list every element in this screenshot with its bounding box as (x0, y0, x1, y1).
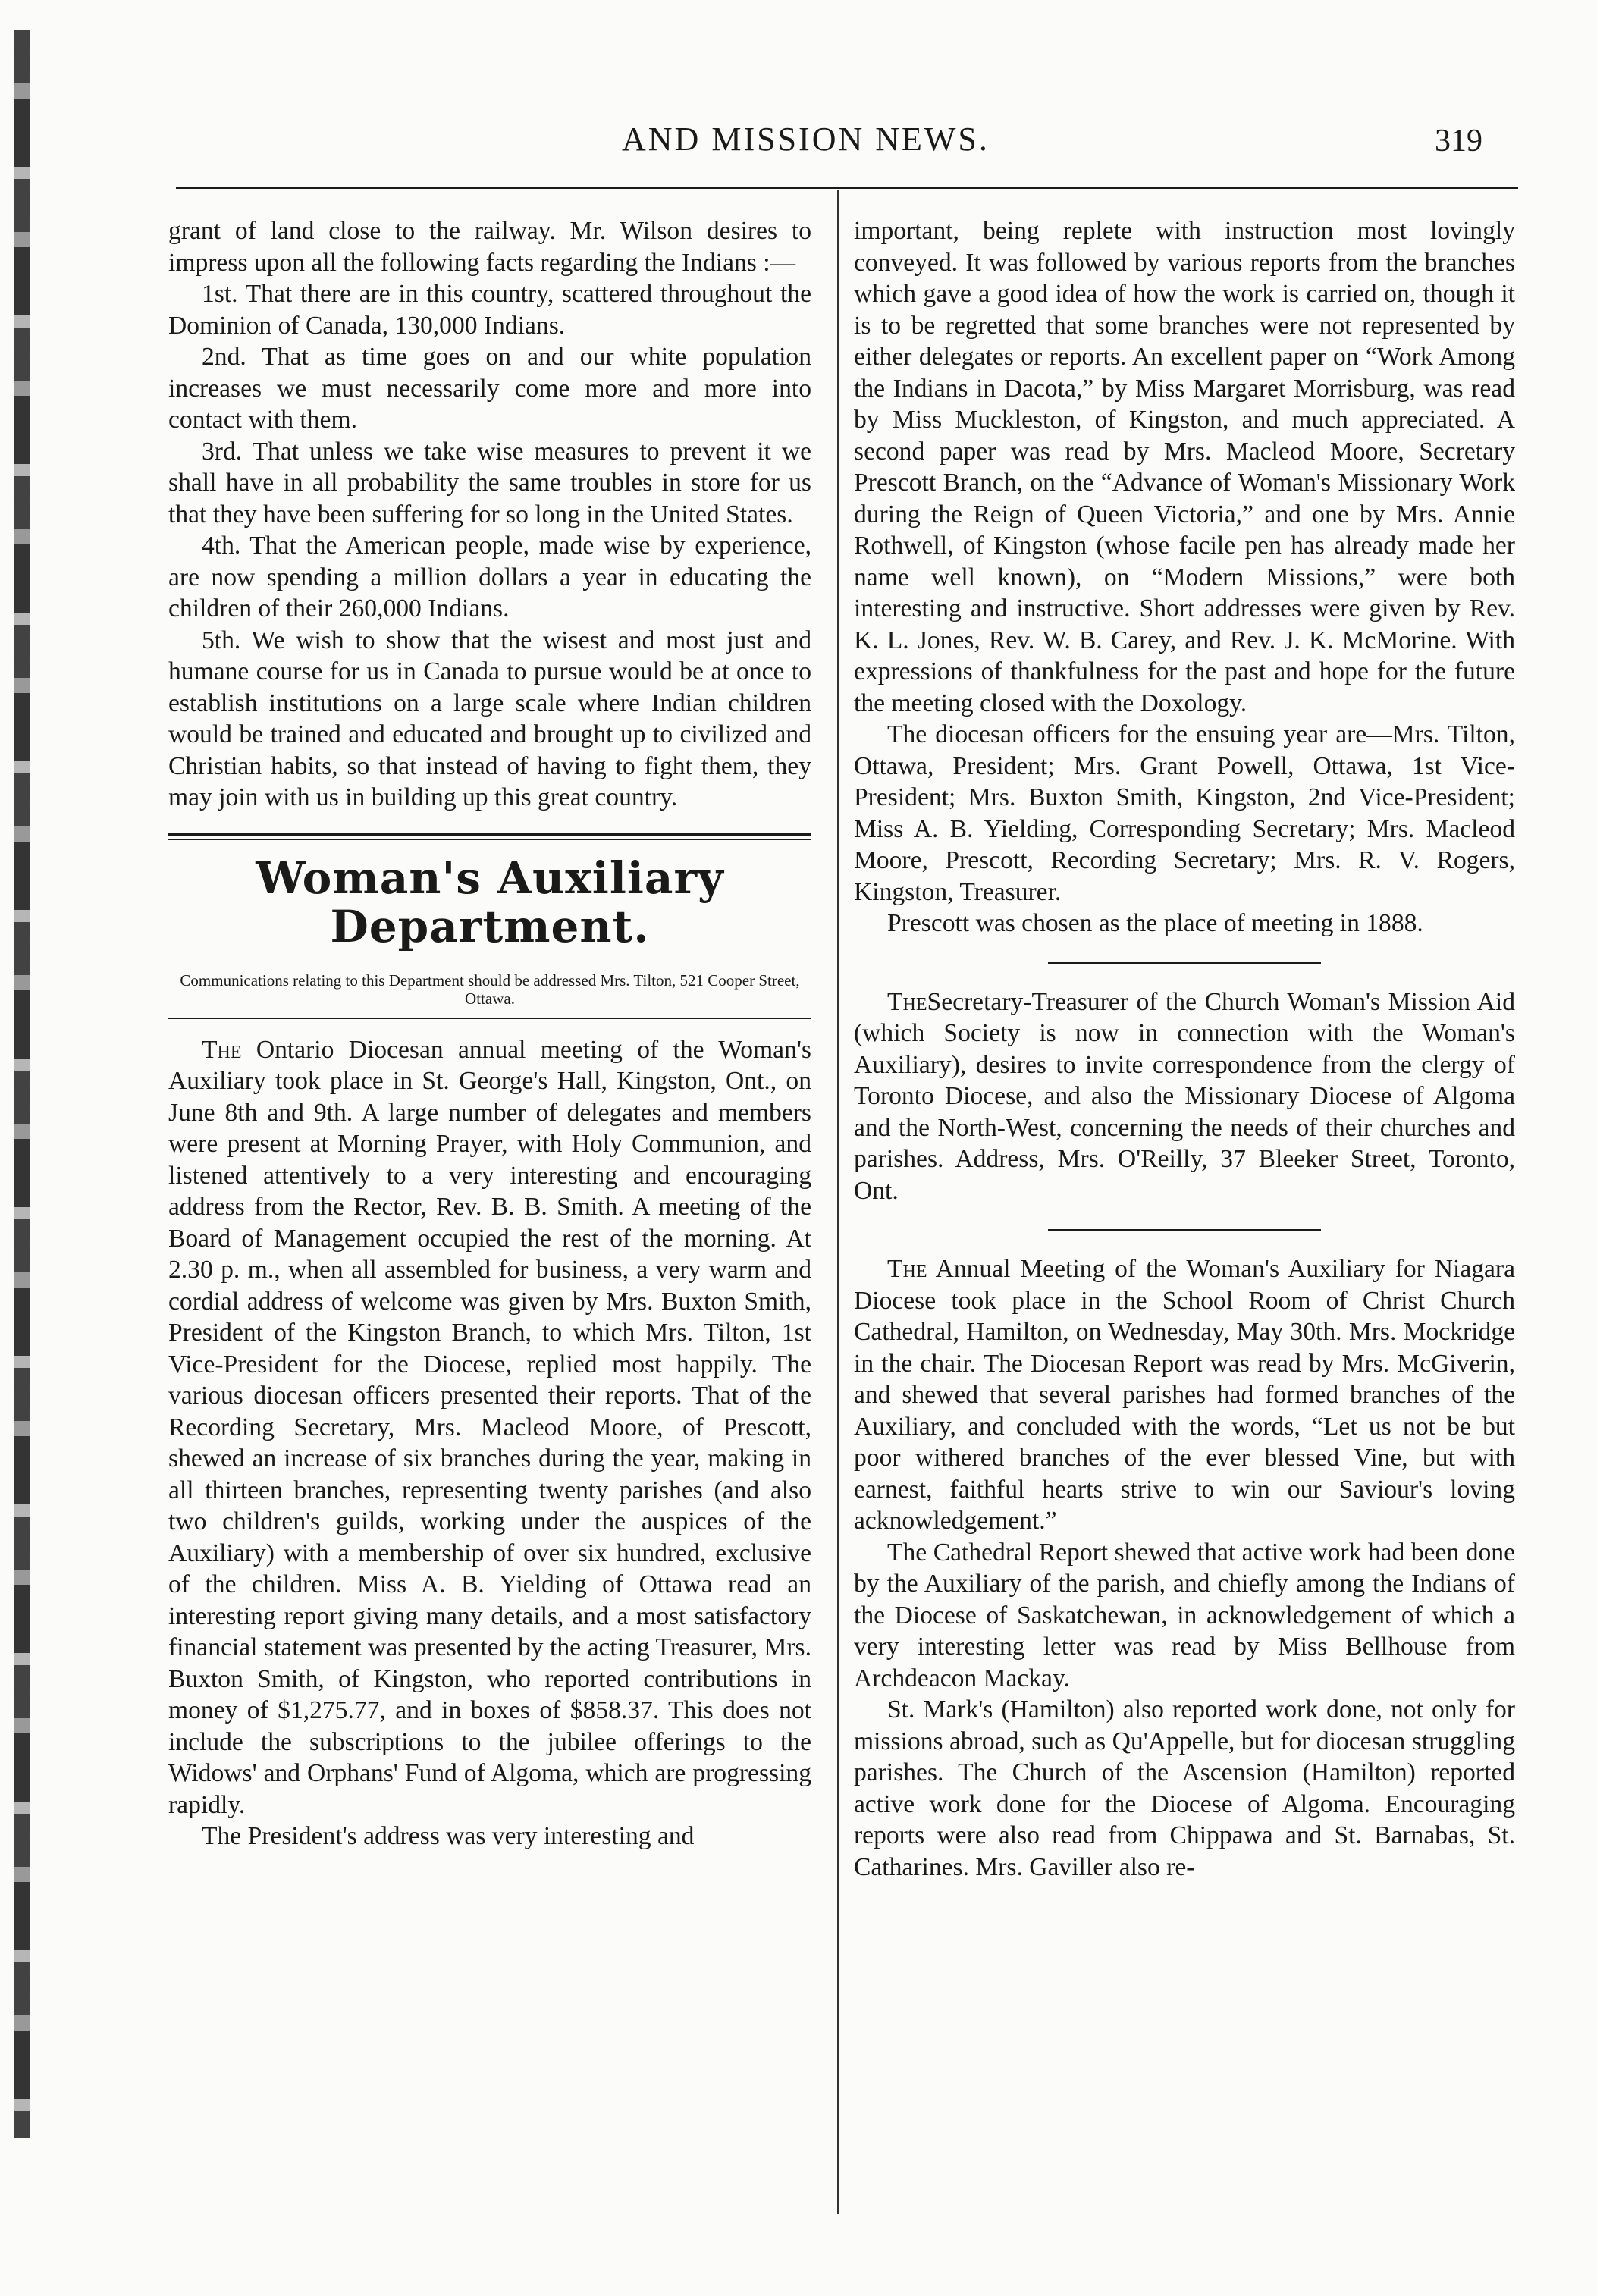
toronto-notice-text: Secretary-Treasurer of the Church Woman's Mission Aid (which Society is now in connection with the Woman's Auxiliary), desires to invite correspondence from the clergy of Toronto Diocese, and also the Missionary Diocese of Algoma and the North-West, concerning the needs of their churches and parishes. Address, Mrs. O'Reilly, 37 Bleeker Street, Toronto, Ont. (854, 987, 1515, 1205)
fact-paragraph-3: 3rd. That unless we take wise measures to prevent it we shall have in all probability the same troubles in store for us that they have been suffering for so long in the United States. (168, 437, 811, 529)
section-address-note: Communications relating to this Department should be addressed Mrs. Tilton, 521 Cooper Street, Ottawa. (168, 965, 811, 1019)
binding-edge-shadow (14, 30, 30, 2138)
paragraph-lead-word: The (887, 1255, 927, 1283)
running-title: AND MISSION NEWS. (622, 121, 990, 158)
left-column (168, 215, 811, 1852)
page-number: 319 (1435, 124, 1482, 158)
cathedral-report-paragraph: The Cathedral Report shewed that active work had been done by the Auxiliary of the parish, and chiefly among the Indians of the Diocese of Saskatchewan, in acknowledgement of which a very interesting letter was read by Miss Bellhouse from Archdeacon Mackay. (854, 1538, 1515, 1692)
diocesan-officers-paragraph: The diocesan officers for the ensuing year are—Mrs. Tilton, Ottawa, President; Mrs. Grant Powell, Ottawa, 1st Vice-President; Mrs. Buxton Smith, Kingston, 2nd Vice-President; Miss A. B. Yielding, Corresponding Secretary; Mrs. Macleod Moore, Prescott, Recording Secretary; Mrs. R. V. Rogers, Kingston, Treasurer. (854, 720, 1515, 906)
st-marks-paragraph: St. Mark's (Hamilton) also reported work done, not only for missions abroad, such as Qu'Appelle, but for diocesan struggling parishes. The Church of the Ascension (Hamilton) reported active work done for the Diocese of Algoma. Encouraging reports were also read from Chippawa and St. Barnabas, St. Catharines. Mrs. Gaviller also re- (854, 1695, 1515, 1881)
fact-paragraph-2: 2nd. That as time goes on and our white population increases we must necessarily come more and more into contact with them. (168, 343, 811, 434)
paragraph-lead-word: The (202, 1035, 242, 1064)
fact-paragraph-1: 1st. That there are in this country, scattered throughout the Dominion of Canada, 130,000 Indians. (168, 280, 811, 340)
niagara-meeting-text: Annual Meeting of the Woman's Auxiliary for Niagara Diocese took place in the School Room of Christ Church Cathedral, Hamilton, on Wednesday, May 30th. Mrs. Mockridge in the chair. The Diocesan Report was read by Mrs. McGiverin, and shewed that several parishes had formed branches of the Auxiliary, and concluded with the words, “Let us not be but poor withered branches of the ever blessed Vine, but with earnest, faithful hearts strive to win our Saviour's loving acknowledgement.” (854, 1255, 1515, 1535)
fact-paragraph-4: 4th. That the American people, made wise by experience, are now spending a million dollars a year in educating the children of their 260,000 Indians. (168, 532, 811, 623)
kingston-meeting-paragraph (168, 1034, 811, 1821)
separator-rule (1048, 1229, 1321, 1231)
niagara-meeting-paragraph (854, 1253, 1515, 1537)
indians-intro-paragraph: grant of land close to the railway. Mr. Wilson desires to impress upon all the following facts regarding the Indians :— (168, 217, 811, 277)
president-address-continued: important, being replete with instruction most lovingly conveyed. It was followed by various reports from the branches which gave a good idea of how the work is carried on, though it is to be regretted that some branches were not represented by either delegates or reports. An excellent paper on “Work Among the Indians in Dacota,” by Miss Margaret Morrisburg, was read by Miss Muckleston, of Kingston, and much appreciated. A second paper was read by Mrs. Macleod Moore, Secretary Prescott Branch, on the “Advance of Woman's Missionary Work during the Reign of Queen Victoria,” and one by Mrs. Annie Rothwell, of Kingston (whose facile pen has already made her name well known), on “Modern Missions,” were both interesting and instructive. Short addresses were given by Rev. K. L. Jones, Rev. W. B. Carey, and Rev. J. K. McMorine. With expressions of thankfulness for the past and hope for the future the meeting closed with the Doxology. (854, 217, 1515, 717)
paragraph-lead-word: The (887, 987, 927, 1016)
header-rule (176, 187, 1518, 189)
separator-rule (1048, 962, 1321, 964)
next-meeting-paragraph: Prescott was chosen as the place of meeting in 1888. (887, 909, 1423, 937)
kingston-meeting-text: Ontario Diocesan annual meeting of the Woman's Auxiliary took place in St. George's Hall, Kingston, Ont., on June 8th and 9th. A large number of delegates and members were present at Morning Prayer, with Holy Communion, and listened attentively to a very interesting and encouraging address from the Rector, Rev. B. B. Smith. A meeting of the Board of Management occupied the rest of the morning. At 2.30 p. m., when all assembled for business, a very warm and cordial address of welcome was given by Mrs. Buxton Smith, President of the Kingston Branch, to which Mrs. Tilton, 1st Vice-President for the Diocese, replied most happily. The various diocesan officers presented their reports. That of the Recording Secretary, Mrs. Macleod Moore, of Prescott, shewed an increase of six branches during the year, making in all thirteen branches, representing twenty parishes (and also two children's guilds, working under the auspices of the Auxiliary) with a membership of over six hundred, exclusive of the children. Miss A. B. Yielding of Ottawa read an interesting report giving many details, and a most satisfactory financial statement was presented by the acting Treasurer, Mrs. Buxton Smith, of Kingston, who reported contributions in money of $1,275.77, and in boxes of $858.37. This does not include the subscriptions to the jubilee offerings to the Widows' and Orphans' Fund of Algoma, which are progressing rapidly. (168, 1035, 811, 1819)
right-column (854, 215, 1515, 1883)
section-heading: Woman's Auxiliary Department. (256, 852, 724, 952)
fact-paragraph-5: 5th. We wish to show that the wisest and most just and humane course for us in Canada to pursue would be at once to establish institutions on a large scale where Indian children would be trained and educated and brought up to civilized and Christian habits, so that instead of having to fight them, they may join with us in building up this great country. (168, 626, 811, 811)
section-top-rule (168, 833, 811, 840)
president-address-start: The President's address was very interesting and (202, 1822, 695, 1850)
toronto-notice-paragraph (854, 986, 1515, 1207)
column-divider (837, 190, 839, 2214)
